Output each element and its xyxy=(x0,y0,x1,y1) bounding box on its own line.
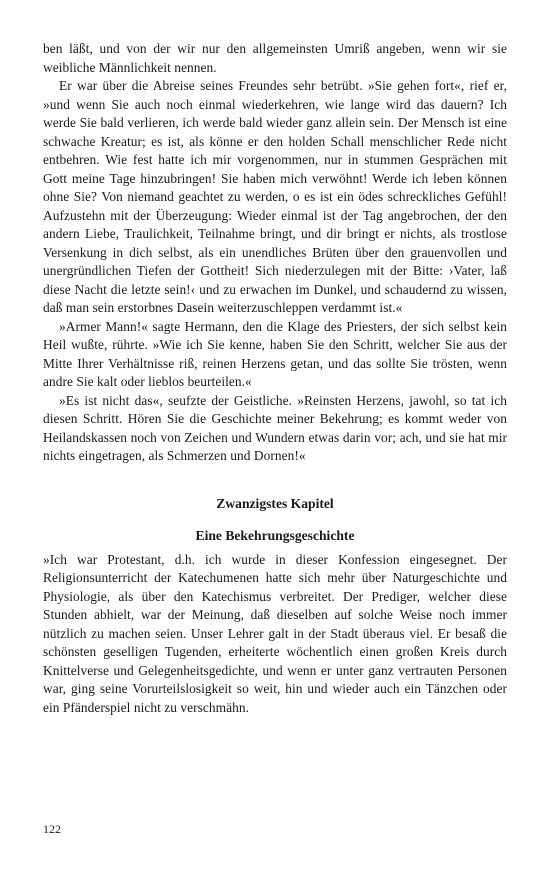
chapter-title: Zwanzigstes Kapitel xyxy=(216,495,334,511)
paragraph-hermann-reply: »Armer Mann!« sagte Hermann, den die Klage des Priesters, der sich selbst kein Heil wußte, rührte. »Wie ich Sie kenne, haben Sie den Schritt, welcher Sie aus der Mitte Ihrer Verhältnisse riß, reinen Herzens getan, und das sollte Sie trösten, wenn andre Sie kalt oder lieblos beurteilen.« xyxy=(43,318,507,389)
paragraph-priest-reply: »Es ist nicht das«, seufzte der Geistliche. »Reinsten Herzens, jawohl, so tat ich diesen Schritt. Hören Sie die Geschichte meiner Bekehrung; es kommt weder von Heilandskassen noch von Zeichen und Wundern etwas darin vor; ach, und sie hat mir nichts eingetragen, als Schmerzen und Dornen!« xyxy=(43,392,507,463)
paragraph-continuation: ben läßt, und von der wir nur den allgemeinsten Umriß angeben, wenn wir sie weibliche Männlichkeit nennen. xyxy=(43,41,507,75)
paragraph-conversion-story: »Ich war Protestant, d.h. ich wurde in dieser Konfession eingesegnet. Der Religionsunterricht der Katechumenen hatte sich mehr über Naturgeschichte und Physiologie, als über den Katechismus verbreitet. Der Prediger, welcher diese Stunden abhielt, war der Meinung, daß dieselben auf solche Weise noch immer nützlich zu machen seien. Unser Lehrer galt in der Stadt überaus viel. Er besaß die schönsten geselligen Tugenden, erheiterte wöchentlich einen großen Kreis durch Knittelverse und Gelegenheitsgedichte, und wenn er unter ganz vertrauten Personen war, ging seine Vorurteilslosigkeit so weit, hin und wieder auch ein Tänzchen oder ein Pfänderspiel nicht zu verschmähn. xyxy=(43,551,507,715)
section-title: Eine Bekehrungsgeschichte xyxy=(195,527,355,543)
page-number: 122 xyxy=(43,822,61,836)
page-body xyxy=(43,40,507,717)
paragraph-lament: Er war über die Abreise seines Freundes sehr betrübt. »Sie gehen fort«, rief er, »und wenn Sie auch noch einmal wiederkehren, wie lange wird das dauern? Ich werde Sie bald verlieren, ich werde bald wieder ganz allein sein. Der Mensch ist eine schwache Kreatur; es ist, als könne er den holden Schall menschlicher Rede nicht entbehren. Wie fest hatte ich mir vorgenommen, nur in stummen Gesprächen mit Gott meine Tage hinzubringen! Sie haben mich verwöhnt! Werde ich leben können ohne Sie? Von niemand geachtet zu werden, o es ist ein ödes schreckliches Gefühl! Aufzustehn mit der Überzeugung: Wieder einmal ist der Tag angebrochen, der den andern Liebe, Traulichkeit, Teilnahme bringt, und dir bringt er nichts, als trostlose Versenkung in dich selbst, als ein unendliches Brüten über den grauenvollen und unergründlichen Tiefen der Gottheit! Sich niederzulegen mit der Bitte: ›Vater, laß diese Nacht die letzte sein!‹ und zu erwachen im Dunkel, und schaudernd zu wissen, daß man sein erstorbnes Dasein weiterzuschleppen verdammt ist.« xyxy=(43,78,507,315)
